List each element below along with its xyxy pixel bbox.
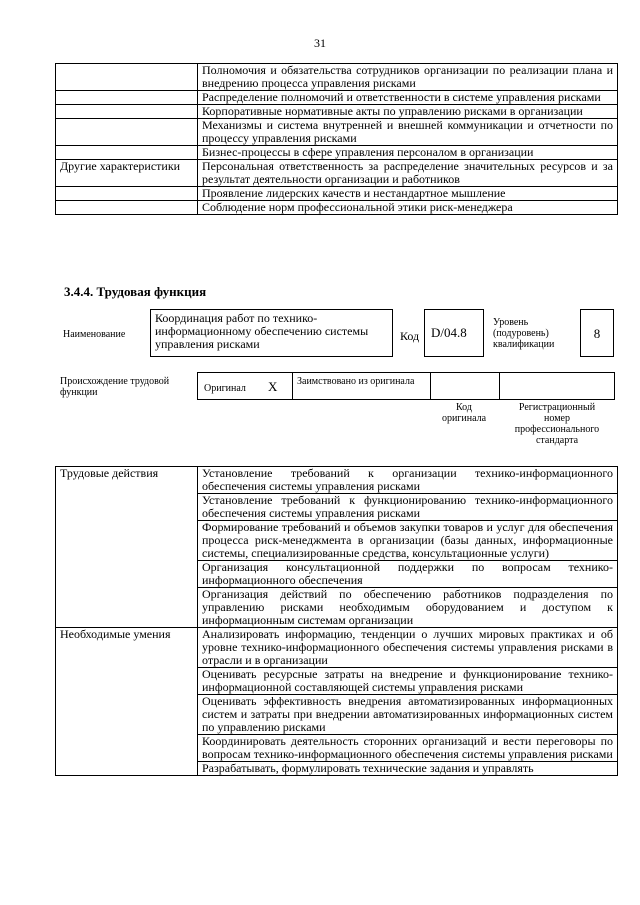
table-row bbox=[56, 105, 618, 119]
table-row bbox=[56, 160, 618, 187]
original-box bbox=[197, 372, 293, 400]
characteristics-table bbox=[55, 63, 618, 215]
function-name-value: Координация работ по технико-информационному обеспечению системы управления рисками bbox=[155, 311, 369, 351]
level-label: Уровень (подуровень) квалификации bbox=[493, 317, 555, 350]
row-value: Проявление лидерских качеств и нестандартное мышление bbox=[198, 187, 618, 201]
list-item: Организация консультационной поддержки по вопросам технико-информационного обеспечения bbox=[198, 561, 618, 588]
table-row bbox=[56, 467, 618, 494]
row-value: Корпоративные нормативные акты по управлению рисками в организации bbox=[198, 105, 618, 119]
original-mark: X bbox=[268, 379, 278, 394]
borrowed-label: Заимствовано из оригинала bbox=[297, 376, 415, 387]
row-value: Полномочия и обязательства сотрудников организации по реализации плана и внедрению процесса управления рисками bbox=[198, 64, 618, 91]
list-item: Разрабатывать, формулировать технические задания и управлять bbox=[198, 762, 618, 776]
row-label bbox=[56, 201, 198, 215]
level-value: 8 bbox=[593, 326, 601, 341]
list-item: Организация действий по обеспечению работников подразделения по управлению рисками необходимым оборудованием и доступом к информационным системам организации bbox=[198, 588, 618, 628]
group-label-required-skills: Необходимые умения bbox=[56, 628, 198, 776]
registration-number-box bbox=[499, 372, 615, 400]
labor-function-table bbox=[55, 466, 618, 776]
code-box bbox=[424, 309, 484, 357]
registration-number-caption: Регистрационный номер профессионального стандарта bbox=[514, 402, 600, 446]
list-item: Оценивать эффективность внедрения автоматизированных информационных систем и затраты при внедрении автоматизированных информационных систем по управлению рисками bbox=[198, 695, 618, 735]
row-label bbox=[56, 91, 198, 105]
list-item: Установление требований к организации технико-информационного обеспечения системы управления рисками bbox=[198, 467, 618, 494]
original-label: Оригинал bbox=[204, 383, 246, 394]
list-item: Координировать деятельность сторонних организаций и вести переговоры по вопросам технико-информационного обеспечения системы управления рисками bbox=[198, 735, 618, 762]
table-row bbox=[56, 628, 618, 668]
original-code-caption: Код оригинала bbox=[441, 402, 487, 424]
table-row bbox=[56, 91, 618, 105]
level-box bbox=[580, 309, 614, 357]
list-item: Оценивать ресурсные затраты на внедрение и функционирование технико-информационной составляющей системы управления рисками bbox=[198, 668, 618, 695]
section-title: 3.4.4. Трудовая функция bbox=[64, 284, 207, 299]
table-row bbox=[56, 64, 618, 91]
table-row bbox=[56, 201, 618, 215]
table-row bbox=[56, 146, 618, 160]
row-value: Распределение полномочий и ответственности в системе управления рисками bbox=[198, 91, 618, 105]
list-item: Установление требований к функционированию технико-информационного обеспечения системы управления рисками bbox=[198, 494, 618, 521]
origin-label: Происхождение трудовой функции bbox=[60, 376, 170, 398]
row-label bbox=[56, 146, 198, 160]
table-row bbox=[56, 187, 618, 201]
code-value: D/04.8 bbox=[431, 325, 467, 340]
table-row bbox=[56, 119, 618, 146]
row-label bbox=[56, 64, 198, 91]
row-value: Механизмы и система внутренней и внешней коммуникации и отчетности по процессу управления рисками bbox=[198, 119, 618, 146]
row-label-other-characteristics: Другие характеристики bbox=[56, 160, 198, 187]
list-item: Анализировать информацию, тенденции о лучших мировых практиках и об уровне технико-информационного обеспечения системы управления рисками в отрасли и в организации bbox=[198, 628, 618, 668]
group-label-labor-actions: Трудовые действия bbox=[56, 467, 198, 628]
row-label bbox=[56, 187, 198, 201]
original-code-box bbox=[430, 372, 500, 400]
page-number: 31 bbox=[314, 36, 326, 50]
list-item: Формирование требований и объемов закупки товаров и услуг для обеспечения процесса риск-менеджмента в организации (базы данных, информационные системы, специализированные средства, консультационные услуги) bbox=[198, 521, 618, 561]
borrowed-box bbox=[292, 372, 431, 400]
name-label: Наименование bbox=[63, 329, 126, 340]
code-label: Код bbox=[400, 329, 420, 343]
row-value: Соблюдение норм профессиональной этики риск-менеджера bbox=[198, 201, 618, 215]
row-value: Бизнес-процессы в сфере управления персоналом в организации bbox=[198, 146, 618, 160]
function-name-box bbox=[150, 309, 393, 357]
row-value: Персональная ответственность за распределение значительных ресурсов и за результат деятельности организации и работников bbox=[198, 160, 618, 187]
row-label bbox=[56, 105, 198, 119]
row-label bbox=[56, 119, 198, 146]
